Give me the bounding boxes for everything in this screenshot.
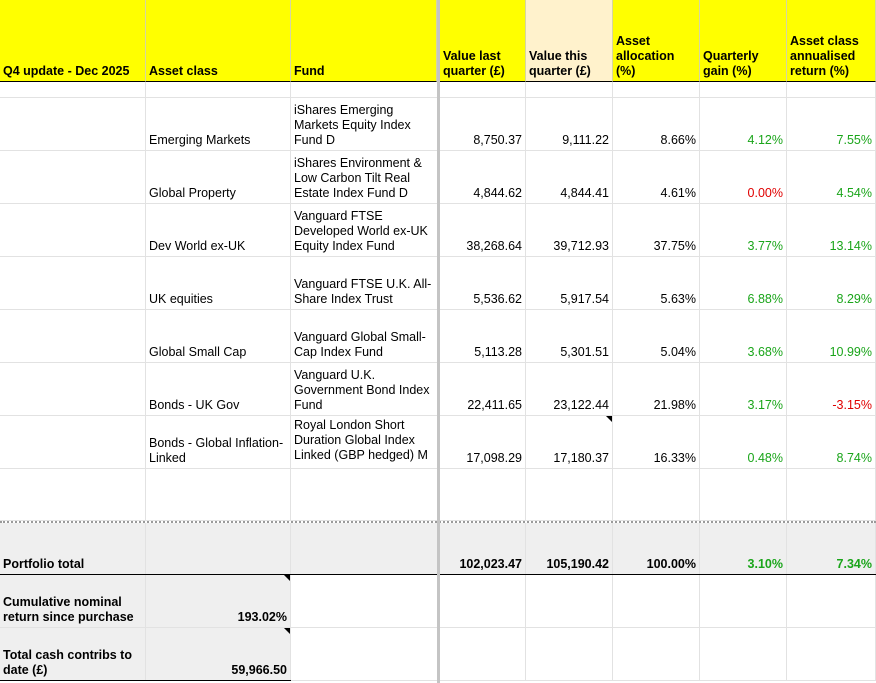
fund-text: Royal London Short Duration Global Index Linked (GBP hedged) M xyxy=(294,418,428,462)
table-cell[interactable] xyxy=(0,363,146,416)
annualised-text: 13.14% xyxy=(829,239,872,253)
table-cell[interactable] xyxy=(787,82,876,98)
asset-class-cell[interactable] xyxy=(146,98,291,151)
asset-class-text: UK equities xyxy=(149,292,213,306)
header-value-this-text: Value this quarter (£) xyxy=(529,49,591,78)
annualised-text: 8.29% xyxy=(836,292,872,306)
annualised-text: 7.55% xyxy=(836,133,872,147)
total-annualised: 7.34% xyxy=(836,557,872,571)
value-last-cell[interactable] xyxy=(440,310,526,363)
value-last-cell[interactable] xyxy=(440,416,526,469)
table-cell[interactable] xyxy=(613,628,700,681)
asset-class-cell[interactable] xyxy=(146,310,291,363)
contribs-value-cell[interactable] xyxy=(146,628,291,681)
value-last-cell[interactable] xyxy=(440,204,526,257)
allocation-text: 37.75% xyxy=(653,239,696,253)
allocation-cell[interactable] xyxy=(613,98,700,151)
fund-text: iShares Environment & Low Carbon Tilt Real Estate Index Fund D xyxy=(294,156,422,200)
asset-class-cell[interactable] xyxy=(146,363,291,416)
table-cell[interactable] xyxy=(0,151,146,204)
table-cell[interactable] xyxy=(613,82,700,98)
table-cell[interactable] xyxy=(0,257,146,310)
value-this-text: 4,844.41 xyxy=(560,186,609,200)
fund-cell[interactable] xyxy=(291,257,437,310)
frozen-column-divider[interactable] xyxy=(437,0,440,683)
table-cell[interactable] xyxy=(787,628,876,681)
allocation-text: 5.63% xyxy=(660,292,696,306)
fund-text: Vanguard FTSE U.K. All-Share Index Trust xyxy=(294,277,432,306)
table-cell[interactable] xyxy=(526,82,613,98)
asset-class-text: Bonds - Global Inflation-Linked xyxy=(149,436,284,465)
value-this-text: 5,301.51 xyxy=(560,345,609,359)
value-last-cell[interactable] xyxy=(440,257,526,310)
header-quarterly-gain[interactable] xyxy=(700,0,787,82)
table-cell[interactable] xyxy=(526,628,613,681)
gain-text: 3.68% xyxy=(747,345,783,359)
total-value-this: 105,190.42 xyxy=(546,557,609,571)
header-annualised[interactable] xyxy=(787,0,876,82)
cumulative-label-cell[interactable] xyxy=(0,575,146,628)
gain-cell[interactable] xyxy=(700,363,787,416)
fund-cell[interactable] xyxy=(291,151,437,204)
gain-cell[interactable] xyxy=(700,416,787,469)
asset-class-text: Bonds - UK Gov xyxy=(149,398,240,412)
annualised-cell[interactable] xyxy=(787,204,876,257)
table-cell[interactable] xyxy=(440,628,526,681)
total-gain-cell[interactable] xyxy=(700,523,787,575)
table-cell[interactable] xyxy=(787,575,876,628)
annualised-cell[interactable] xyxy=(787,98,876,151)
value-this-cell[interactable] xyxy=(526,98,613,151)
cumulative-value: 193.02% xyxy=(237,610,287,624)
fund-text: Vanguard Global Small-Cap Index Fund xyxy=(294,330,426,359)
header-fund[interactable] xyxy=(291,0,437,82)
total-allocation: 100.00% xyxy=(646,557,696,571)
asset-class-text: Dev World ex-UK xyxy=(149,239,246,253)
value-last-cell[interactable] xyxy=(440,363,526,416)
table-cell[interactable] xyxy=(700,628,787,681)
asset-class-text: Emerging Markets xyxy=(149,133,251,147)
gain-cell[interactable] xyxy=(700,151,787,204)
contribs-label: Total cash contribs to date (£) xyxy=(3,648,132,677)
header-value-this[interactable] xyxy=(526,0,613,82)
table-cell[interactable] xyxy=(0,416,146,469)
table-cell[interactable] xyxy=(0,98,146,151)
asset-class-text: Global Small Cap xyxy=(149,345,247,359)
value-this-cell[interactable] xyxy=(526,416,613,469)
header-asset-class-text: Asset class xyxy=(149,64,218,78)
value-last-text: 4,844.62 xyxy=(473,186,522,200)
comment-indicator[interactable] xyxy=(284,628,290,634)
gain-cell[interactable] xyxy=(700,98,787,151)
asset-class-cell[interactable] xyxy=(146,204,291,257)
header-quarterly-gain-text: Quarterly gain (%) xyxy=(703,49,759,78)
table-cell[interactable] xyxy=(700,469,787,521)
gain-cell[interactable] xyxy=(700,204,787,257)
fund-cell[interactable] xyxy=(291,310,437,363)
value-last-text: 17,098.29 xyxy=(466,451,522,465)
annualised-cell[interactable] xyxy=(787,310,876,363)
value-last-cell[interactable] xyxy=(440,151,526,204)
fund-cell[interactable] xyxy=(291,416,437,469)
allocation-cell[interactable] xyxy=(613,151,700,204)
value-this-cell[interactable] xyxy=(526,310,613,363)
value-last-text: 22,411.65 xyxy=(467,398,522,412)
table-cell[interactable] xyxy=(146,469,291,521)
fund-cell[interactable] xyxy=(291,363,437,416)
table-cell[interactable] xyxy=(0,82,146,98)
fund-text: Vanguard FTSE Developed World ex-UK Equity Index Fund xyxy=(294,209,428,253)
value-last-text: 38,268.64 xyxy=(466,239,522,253)
fund-text: Vanguard U.K. Government Bond Index Fund xyxy=(294,368,430,412)
value-last-text: 8,750.37 xyxy=(473,133,522,147)
total-allocation-cell[interactable] xyxy=(613,523,700,575)
table-cell[interactable] xyxy=(613,575,700,628)
allocation-text: 21.98% xyxy=(653,398,696,412)
header-asset-class[interactable] xyxy=(146,0,291,82)
value-this-cell[interactable] xyxy=(526,204,613,257)
gain-text: 3.17% xyxy=(747,398,783,412)
allocation-text: 4.61% xyxy=(660,186,696,200)
table-cell[interactable] xyxy=(291,575,437,628)
header-value-last[interactable] xyxy=(440,0,526,82)
value-this-text: 39,712.93 xyxy=(553,239,609,253)
table-cell[interactable] xyxy=(526,469,613,521)
table-cell[interactable] xyxy=(787,469,876,521)
header-fund-text: Fund xyxy=(294,64,325,78)
fund-text: iShares Emerging Markets Equity Index Fund D xyxy=(294,103,411,147)
comment-indicator[interactable] xyxy=(284,575,290,581)
annualised-text: -3.15% xyxy=(832,398,872,412)
asset-class-cell[interactable] xyxy=(146,257,291,310)
summary-bottom-border xyxy=(0,680,291,681)
table-cell[interactable] xyxy=(0,204,146,257)
annualised-cell[interactable] xyxy=(787,363,876,416)
fund-cell[interactable] xyxy=(291,204,437,257)
table-cell[interactable] xyxy=(0,310,146,363)
allocation-text: 5.04% xyxy=(660,345,696,359)
table-cell[interactable] xyxy=(291,628,437,681)
header-title[interactable] xyxy=(0,0,146,82)
table-cell[interactable] xyxy=(613,469,700,521)
annualised-cell[interactable] xyxy=(787,257,876,310)
value-last-text: 5,536.62 xyxy=(473,292,522,306)
gain-cell[interactable] xyxy=(700,310,787,363)
total-gain: 3.10% xyxy=(747,557,783,571)
gain-text: 3.77% xyxy=(747,239,783,253)
allocation-cell[interactable] xyxy=(613,310,700,363)
table-cell[interactable] xyxy=(440,575,526,628)
comment-indicator[interactable] xyxy=(606,416,612,422)
value-this-cell[interactable] xyxy=(526,257,613,310)
allocation-cell[interactable] xyxy=(613,204,700,257)
contribs-value: 59,966.50 xyxy=(231,663,287,677)
total-value-last-cell[interactable] xyxy=(440,523,526,575)
allocation-cell[interactable] xyxy=(613,363,700,416)
total-label: Portfolio total xyxy=(3,557,85,571)
gain-text: 0.48% xyxy=(747,451,783,465)
annualised-text: 10.99% xyxy=(829,345,872,359)
value-last-text: 5,113.28 xyxy=(474,345,522,359)
header-value-last-text: Value last quarter (£) xyxy=(443,49,505,78)
header-allocation[interactable] xyxy=(613,0,700,82)
table-cell[interactable] xyxy=(291,82,437,98)
contribs-label-cell[interactable] xyxy=(0,628,146,681)
allocation-text: 16.33% xyxy=(653,451,696,465)
gain-text: 4.12% xyxy=(747,133,783,147)
total-annualised-cell[interactable] xyxy=(787,523,876,575)
allocation-text: 8.66% xyxy=(660,133,696,147)
header-title-text: Q4 update - Dec 2025 xyxy=(3,64,130,78)
annualised-cell[interactable] xyxy=(787,151,876,204)
table-cell[interactable] xyxy=(700,575,787,628)
table-cell[interactable] xyxy=(291,523,437,575)
table-cell[interactable] xyxy=(526,575,613,628)
value-this-text: 23,122.44 xyxy=(553,398,609,412)
header-annualised-text: Asset class annualised return (%) xyxy=(790,34,859,78)
value-this-text: 17,180.37 xyxy=(553,451,609,465)
allocation-cell[interactable] xyxy=(613,416,700,469)
value-this-cell[interactable] xyxy=(526,151,613,204)
fund-cell[interactable] xyxy=(291,98,437,151)
table-cell[interactable] xyxy=(291,469,437,521)
value-last-cell[interactable] xyxy=(440,98,526,151)
value-this-text: 9,111.22 xyxy=(562,133,609,147)
total-value-last: 102,023.47 xyxy=(459,557,522,571)
allocation-cell[interactable] xyxy=(613,257,700,310)
table-cell[interactable] xyxy=(146,523,291,575)
value-this-cell[interactable] xyxy=(526,363,613,416)
annualised-text: 4.54% xyxy=(836,186,872,200)
total-value-this-cell[interactable] xyxy=(526,523,613,575)
annualised-text: 8.74% xyxy=(836,451,872,465)
total-label-cell[interactable] xyxy=(0,523,146,575)
gain-cell[interactable] xyxy=(700,257,787,310)
annualised-cell[interactable] xyxy=(787,416,876,469)
gain-text: 0.00% xyxy=(747,186,783,200)
asset-class-text: Global Property xyxy=(149,186,236,200)
gain-text: 6.88% xyxy=(747,292,783,306)
table-cell[interactable] xyxy=(700,82,787,98)
table-cell[interactable] xyxy=(146,82,291,98)
asset-class-cell[interactable] xyxy=(146,416,291,469)
table-cell[interactable] xyxy=(440,82,526,98)
cumulative-value-cell[interactable] xyxy=(146,575,291,628)
asset-class-cell[interactable] xyxy=(146,151,291,204)
value-this-text: 5,917.54 xyxy=(560,292,609,306)
header-allocation-text: Asset allocation (%) xyxy=(616,34,675,78)
cumulative-label: Cumulative nominal return since purchase xyxy=(3,595,134,624)
table-cell[interactable] xyxy=(0,469,146,521)
table-cell[interactable] xyxy=(440,469,526,521)
